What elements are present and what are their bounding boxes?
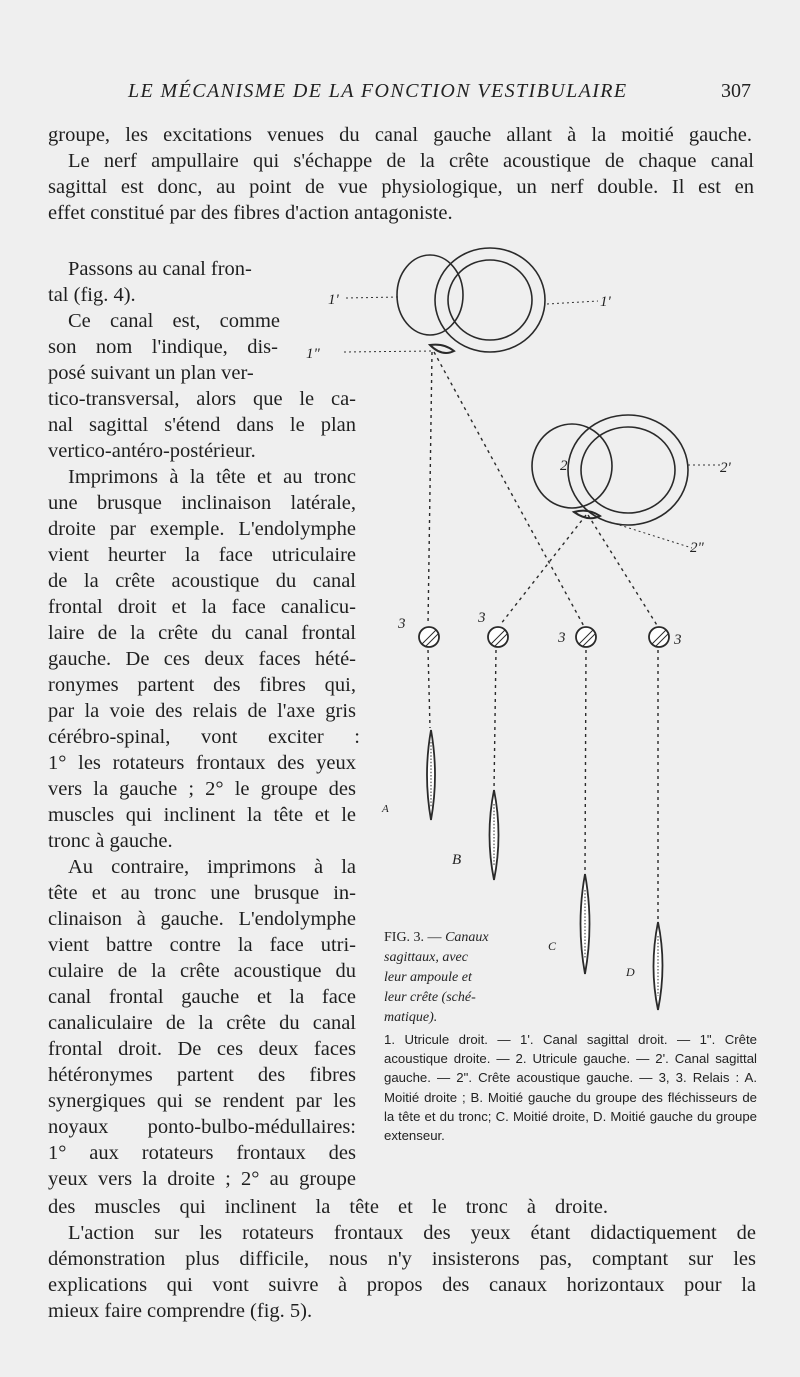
text-line: ronymes partent des fibres qui, (48, 674, 356, 696)
ampulla-left (574, 511, 600, 519)
text-line: démonstration plus difficile, nous n'y insisterons pas, comptant sur les (48, 1248, 756, 1270)
text-line: L'action sur les rotateurs frontaux des yeux étant didactiquement de (68, 1222, 756, 1244)
text-line: canal frontal gauche et la face (48, 986, 356, 1008)
utricle-right (397, 255, 463, 335)
utricle-left (532, 424, 612, 508)
text-line: 1° aux rotateurs frontaux des (48, 1142, 356, 1164)
label-1-double-prime: 1" (306, 346, 320, 362)
label-2: 2 (560, 458, 568, 474)
text-line: Passons au canal fron- (68, 258, 252, 280)
text-line: son nom l'indique, dis- (48, 336, 278, 358)
text-line: mieux faire comprendre (fig. 5). (48, 1300, 313, 1322)
text-line: frontal droit et la face canalicu- (48, 596, 356, 618)
text-line: Au contraire, imprimons à la (68, 856, 356, 878)
label-b: B (452, 852, 462, 868)
text-line: droite par exemple. L'endolymphe (48, 518, 356, 540)
text-line: synergiques qui se rendent par les (48, 1090, 356, 1112)
text-line: tronc à gauche. (48, 830, 173, 852)
text-line: hétéronymes partent des fibres (48, 1064, 356, 1086)
text-line: noyaux ponto-bulbo-médullaires: (48, 1116, 356, 1138)
text-line: Ce canal est, comme (68, 310, 280, 332)
label-2-double-prime: 2" (690, 540, 704, 556)
text-line: yeux vers la droite ; 2° au groupe (48, 1168, 356, 1190)
label-a: A (382, 803, 389, 815)
text-line: groupe, les excitations venues du canal gauche allant à la moitié gauche. (48, 124, 752, 146)
figure-title: leur crête (sché- (384, 990, 476, 1005)
text-line: gauche. De ces deux faces hété- (48, 648, 356, 670)
figure-caption (384, 928, 524, 1028)
text-line: cérébro-spinal, vont exciter : (48, 726, 360, 748)
figure-title: Canaux (445, 930, 489, 945)
figure-sagittal-canals (306, 250, 790, 990)
label-c: C (548, 939, 557, 953)
canal-ring-right (435, 248, 545, 352)
ampulla-right (430, 345, 454, 353)
text-line: nal sagittal s'étend dans le plan (48, 414, 356, 436)
text-line (48, 542, 356, 568)
text-line: vers la gauche ; 2° le groupe des (48, 778, 356, 800)
text-line: canaliculaire de la crête du canal (48, 1012, 356, 1034)
text-line: culaire de la crête acoustique du (48, 960, 356, 982)
text-line: laire de la crête du canal frontal (48, 622, 356, 644)
text-line: tête et au tronc une brusque in- (48, 882, 356, 904)
text-line: clinaison à gauche. L'endolymphe (48, 908, 356, 930)
figure-label: FIG. 3. — (384, 930, 442, 945)
text-line: Imprimons à la tête et au tronc (68, 466, 356, 488)
label-1-prime-right: 1' (600, 294, 611, 310)
text-line: Le nerf ampullaire qui s'échappe de la crête acoustique de chaque canal (68, 150, 754, 172)
label-relay: 3 (674, 632, 682, 648)
text-line: explications qui vont suivre à propos des canaux horizontaux pour la (48, 1274, 756, 1296)
text-line: de la crête acoustique du canal (48, 570, 356, 592)
running-header (0, 80, 800, 108)
text-line: effet constitué par des fibres d'action antagoniste. (48, 202, 453, 224)
text-line: posé suivant un plan ver- (48, 362, 254, 384)
label-relay: 3 (398, 616, 406, 632)
label-relay: 3 (558, 630, 566, 646)
text-line: frontal droit. De ces deux faces (48, 1038, 356, 1060)
label-1-prime: 1' (328, 292, 339, 308)
label-d: D (626, 965, 635, 979)
text-line: sagittal est donc, au point de vue physiologique, un nerf double. Il est en (48, 176, 754, 198)
text-line: une brusque inclinaison latérale, (48, 492, 356, 514)
text-line: tal (fig. 4). (48, 284, 136, 306)
text-line: tico-transversal, alors que le ca- (48, 388, 356, 410)
figure-legend: 1. Utricule droit. — 1'. Canal sagittal droit. — 1". Crête acoustique droite. — 2. Utricule gauche. — 2'. Canal sagittal gauche. — 2". Crête acoustique gauche. — 3, 3. Relais : A. Moitié droite ; B. Moitié gauche du groupe des fléchisseurs de la tête et du tronc; C. Moitié droite, D. Moitié gauche du groupe extenseur. (384, 1032, 757, 1144)
figure-title: matique). (384, 1010, 438, 1025)
text-line: muscles qui inclinent la tête et le (48, 804, 356, 826)
page-number: 307 (721, 80, 751, 102)
label-relay: 3 (478, 610, 486, 626)
text-line: par la voie des relais de l'axe gris (48, 700, 356, 722)
label-2-prime: 2' (720, 460, 731, 476)
text-line: des muscles qui inclinent la tête et le tronc à droite. (48, 1196, 608, 1218)
text-line: vertico-antéro-postérieur. (48, 440, 256, 462)
text-line: 1° les rotateurs frontaux des yeux (48, 752, 356, 774)
figure-title: leur ampoule et (384, 970, 472, 985)
text-line: vient battre contre la face utri- (48, 934, 356, 956)
figure-title: sagittaux, avec (384, 950, 468, 965)
canal-ring-left (568, 415, 688, 525)
running-title: LE MÉCANISME DE LA FONCTION VESTIBULAIRE (128, 80, 628, 102)
text-segment: vient heurter la face utriculaire (48, 544, 356, 566)
